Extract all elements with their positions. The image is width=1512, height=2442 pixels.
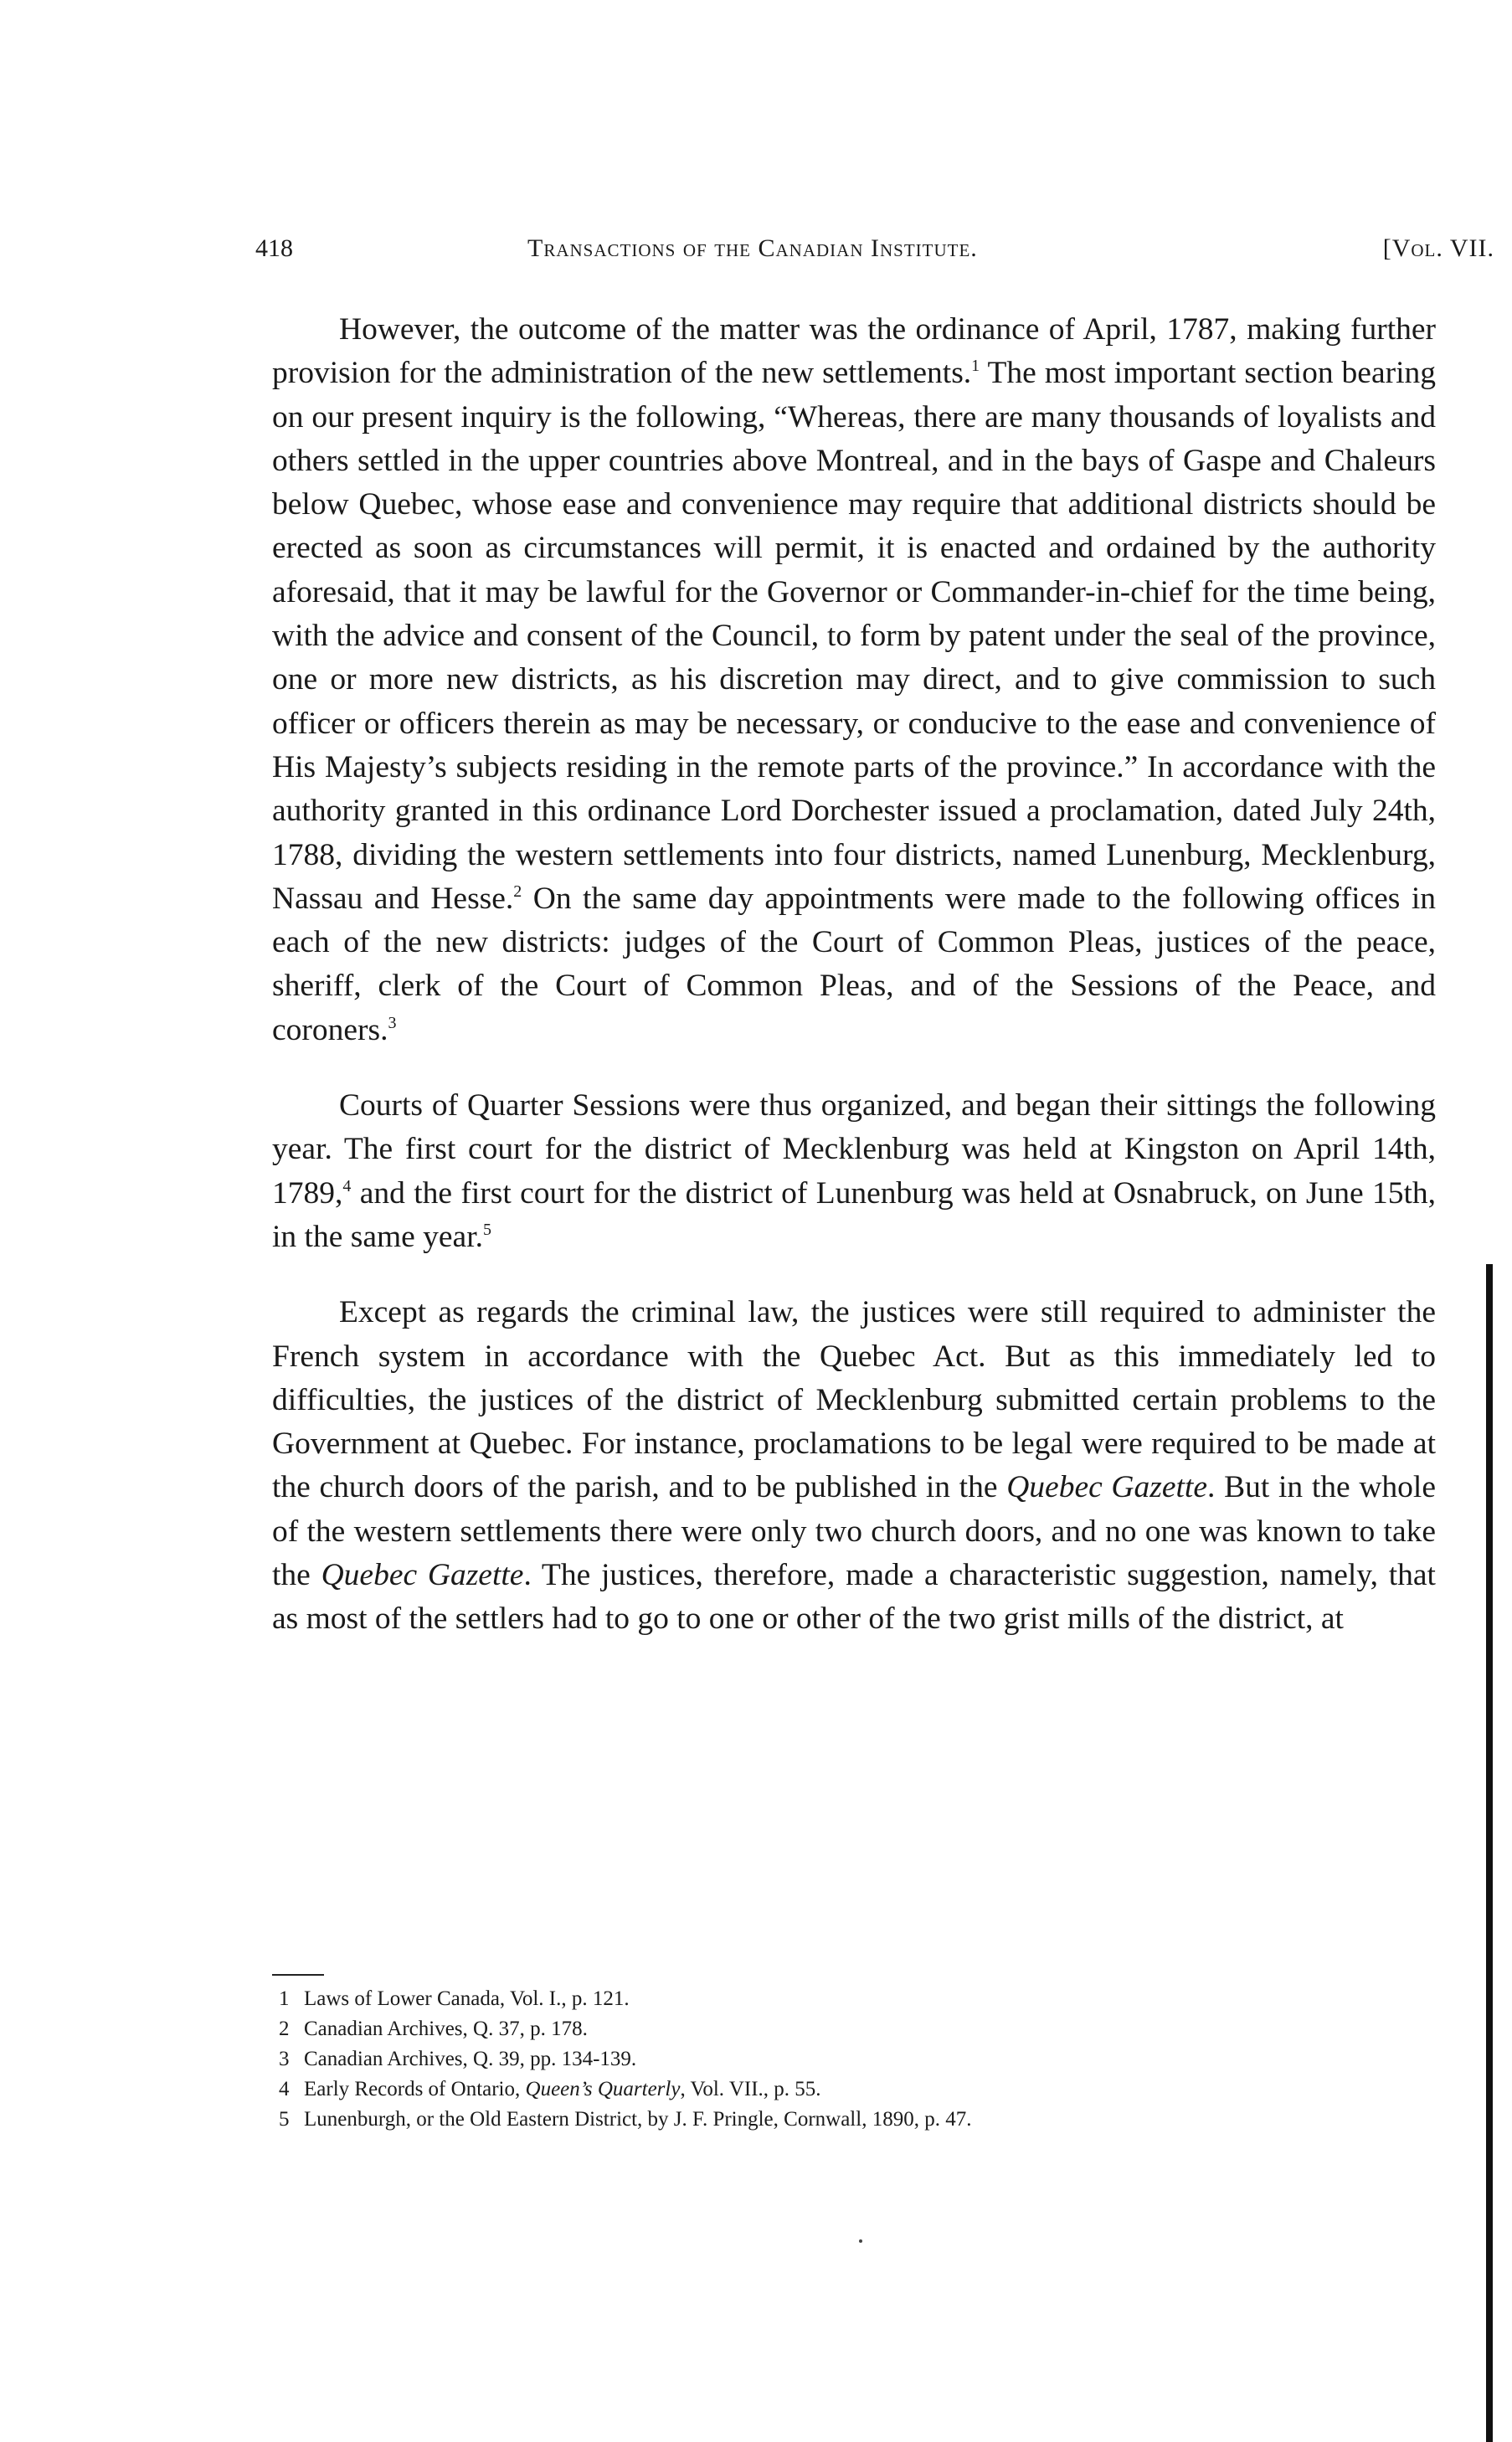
paragraph-criminal-law [272, 1291, 1436, 1641]
footnotes [272, 1984, 1436, 2135]
text-segment: and the first court for the district of Lunenburg was held at Osnabruck, on June 15th, in the same year. [272, 1175, 1436, 1254]
text-segment: Courts of Quarter Sessions were thus organized, and began their sittings the following year. The first court for the district of Mecklenburg was held at Kingston on April 14th, 1789, [272, 1088, 1436, 1211]
footnote-text: Early Records of Ontario, [304, 2078, 526, 2100]
text-segment: . But in the whole of the western settlements there were only two church doors, and no one was known to take the [272, 1470, 1436, 1593]
journal-title: Transactions of the Canadian Institute. [527, 234, 978, 262]
footnote-number: 2 [279, 2018, 290, 2040]
scan-edge-shadow [1486, 1264, 1493, 2442]
footnote-text: Canadian Archives, Q. 37, p. 178. [304, 2018, 588, 2040]
footnote [272, 1984, 1436, 2014]
footnote [272, 2014, 1436, 2044]
footnote-number: 4 [279, 2078, 290, 2100]
footnote-number: 1 [279, 1987, 290, 2010]
footnote-text: Canadian Archives, Q. 39, pp. 134-139. [304, 2048, 637, 2070]
footnote-ref: 5 [483, 1220, 491, 1239]
publication-title: Quebec Gazette [321, 1558, 524, 1593]
footnote-text: Lunenburgh, or the Old Eastern District, by J. F. Pringle, Cornwall, 1890, p. 47. [304, 2108, 972, 2131]
running-head [255, 234, 1494, 276]
scan-speck [859, 2239, 862, 2243]
footnote [272, 2074, 1436, 2105]
footnote [272, 2044, 1436, 2074]
footnote [272, 2105, 1436, 2135]
paragraph-ordinance [272, 308, 1436, 1052]
text-segment: On the same day appointments were made to the following offices in each of the new districts: judges of the Court of Common Pleas, justices of the peace, sheriff, clerk of the Court of Common Pleas, and of the Sessions of the Peace, and coroners. [272, 881, 1436, 1047]
footnote-ref: 3 [388, 1013, 397, 1032]
paragraph-quarter-sessions [272, 1084, 1436, 1259]
publication-title: Quebec Gazette [1006, 1470, 1207, 1505]
volume-label: [Vol. VII. [1382, 234, 1494, 262]
footnote-ref: 4 [342, 1176, 352, 1195]
footnote-number: 5 [279, 2108, 290, 2131]
footnote-ref: 2 [513, 882, 522, 901]
footnote-text: Laws of Lower Canada, Vol. I., p. 121. [304, 1987, 630, 2010]
footnote-publication-title: Queen’s Quarterly [525, 2078, 681, 2100]
footnote-ref: 1 [971, 357, 980, 376]
text-segment: However, the outcome of the matter was the ordinance of April, 1787, making further provision for the administration of the new settlements. [272, 312, 1436, 391]
text-segment: . The justices, therefore, made a characteristic suggestion, namely, that as most of the settlers had to go to one or other of the two grist mills of the district, at [272, 1558, 1436, 1637]
text-segment: The most important section bearing on our present inquiry is the following, “Whereas, there are many thousands of loyalists and others settled in the upper countries above Montreal, and in the bays of Gaspe and Chaleurs below Quebec, whose ease and convenience may require that additional districts should be erected as soon as circumstances will permit, it is enacted and ordained by the authority aforesaid, that it may be lawful for the Governor or Commander-in-chief for the time being, with the advice and consent of the Council, to form by patent under the seal of the province, one or more new districts, as his discretion may direct, and to give commission to such officer or officers therein as may be necessary, or conducive to the ease and convenience of His Majesty’s subjects residing in the remote parts of the province.” In accordance with the authority granted in this ordinance Lord Dorchester issued a proclamation, dated July 24th, 1788, dividing the western settlements into four districts, named Lunenburg, Mecklenburg, Nassau and Hesse. [272, 356, 1436, 916]
body-text [272, 308, 1436, 1642]
text-segment: Except as regards the criminal law, the justices were still required to administer the French system in accordance with the Quebec Act. But as this immediately led to difficulties, the justices of the district of Mecklenburg submitted certain problems to the Government at Quebec. For instance, proclamations to be legal were required to be made at the church doors of the parish, and to be published in the [272, 1295, 1436, 1505]
footnote-text: , Vol. VII., p. 55. [680, 2078, 821, 2100]
footnote-rule [272, 1974, 324, 1976]
page-number: 418 [255, 234, 293, 262]
footnote-number: 3 [279, 2048, 290, 2070]
